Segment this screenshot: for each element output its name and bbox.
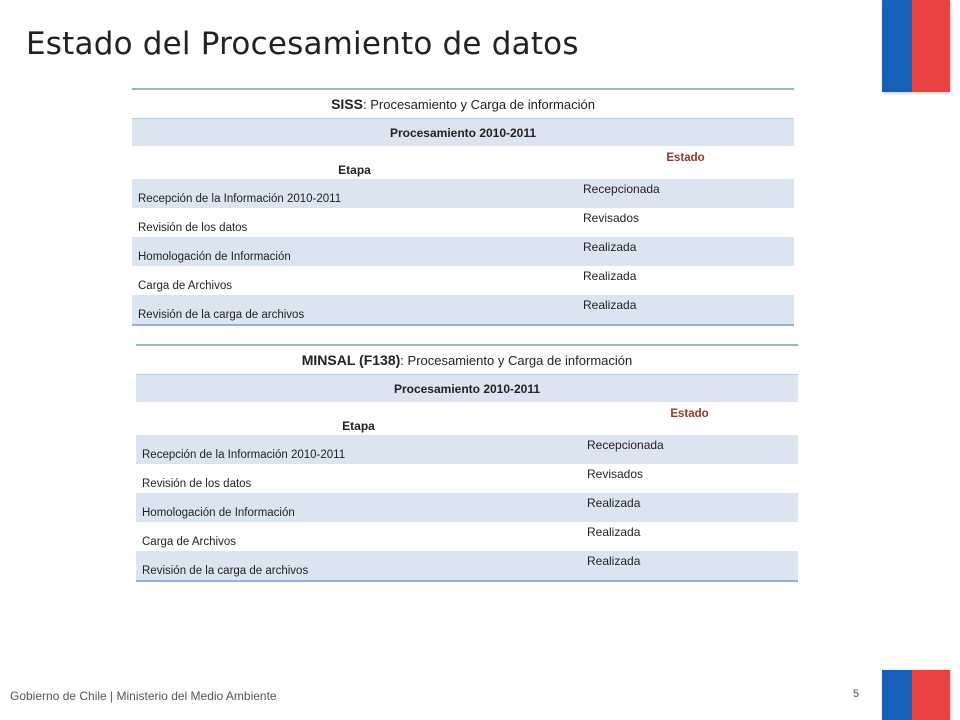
estado-cell: Realizada	[577, 295, 794, 325]
chile-flag-logo-bottom	[882, 670, 950, 720]
footer-text: Gobierno de Chile | Ministerio del Medio Ambiente	[10, 689, 277, 703]
etapa-cell: Recepción de la Información 2010-2011	[132, 179, 577, 208]
page-title: Estado del Procesamiento de datos	[26, 26, 579, 62]
flag-red-stripe	[912, 0, 950, 92]
table-row	[136, 464, 798, 493]
caption-rest: : Procesamiento y Carga de información	[400, 353, 633, 368]
etapa-cell: Revisión de los datos	[138, 222, 248, 234]
etapa-cell: Carga de Archivos	[138, 280, 232, 292]
column-header-estado: Estado	[666, 152, 705, 164]
etapa-cell: Recepción de la Información 2010-2011	[136, 435, 581, 464]
column-header-row	[136, 402, 798, 435]
flag-blue-stripe	[882, 670, 912, 720]
minsal-status-table	[136, 344, 798, 582]
etapa-cell: Revisión de los datos	[142, 478, 252, 490]
estado-cell: Revisados	[583, 211, 640, 225]
caption-bold: MINSAL (F138)	[301, 352, 401, 368]
flag-red-stripe	[912, 670, 950, 720]
table-row	[132, 208, 794, 237]
table-subheader: Procesamiento 2010-2011	[132, 119, 794, 147]
table-row	[132, 295, 794, 325]
table-caption-row	[136, 345, 798, 375]
etapa-cell: Revisión de la carga de archivos	[136, 551, 581, 581]
estado-cell: Realizada	[577, 237, 794, 266]
table-caption	[136, 345, 798, 375]
estado-cell: Realizada	[581, 551, 798, 581]
estado-cell: Revisados	[587, 467, 644, 481]
caption-bold: SISS	[331, 96, 363, 112]
etapa-cell: Homologación de Información	[136, 493, 581, 522]
estado-cell: Recepcionada	[577, 179, 794, 208]
etapa-cell: Carga de Archivos	[142, 536, 236, 548]
table-row	[136, 493, 798, 522]
table-subheader-row	[132, 119, 794, 147]
table-subheader: Procesamiento 2010-2011	[136, 375, 798, 403]
caption-rest: : Procesamiento y Carga de información	[362, 97, 595, 112]
column-header-row	[132, 146, 794, 179]
table-row	[132, 179, 794, 208]
estado-cell: Recepcionada	[581, 435, 798, 464]
table-subheader-row	[136, 375, 798, 403]
column-header-estado: Estado	[670, 408, 709, 420]
siss-status-table	[132, 88, 794, 326]
column-header-etapa: Etapa	[338, 163, 371, 177]
chile-flag-logo-top	[882, 0, 950, 92]
estado-cell: Realizada	[581, 493, 798, 522]
flag-blue-stripe	[882, 0, 912, 92]
table-caption	[132, 89, 794, 119]
estado-cell: Realizada	[587, 525, 641, 539]
table-row	[136, 522, 798, 551]
estado-cell: Realizada	[583, 269, 637, 283]
page-number: 5	[853, 688, 860, 700]
etapa-cell: Homologación de Información	[132, 237, 577, 266]
column-header-etapa: Etapa	[342, 419, 375, 433]
table-row	[136, 435, 798, 464]
table-caption-row	[132, 89, 794, 119]
table-row	[136, 551, 798, 581]
etapa-cell: Revisión de la carga de archivos	[132, 295, 577, 325]
table-row	[132, 237, 794, 266]
table-row	[132, 266, 794, 295]
